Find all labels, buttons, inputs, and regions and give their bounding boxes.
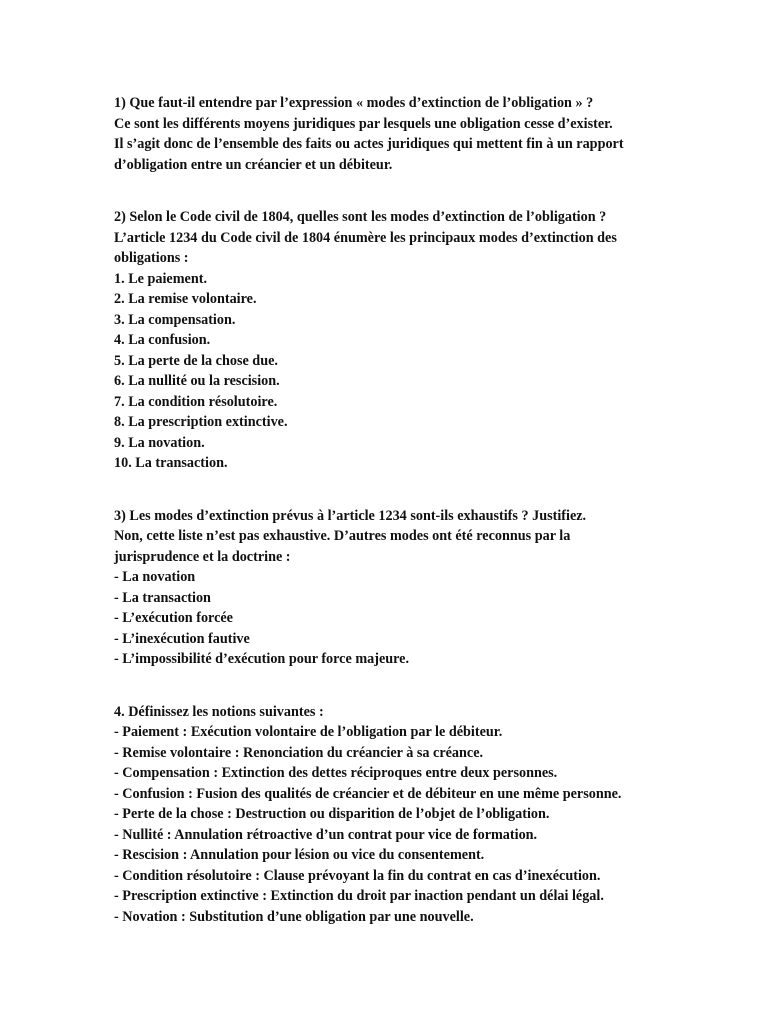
question-3-heading: 3) Les modes d’extinction prévus à l’article 1234 sont-ils exhaustifs ? Justifiez. [114, 507, 587, 524]
list-item: 7. La condition résolutoire. [114, 393, 278, 410]
question-1-answer-line: Il s’agit donc de l’ensemble des faits ou actes juridiques qui mettent fin à un rapport [114, 136, 624, 152]
list-item: - L’impossibilité d’exécution pour force majeure. [114, 651, 410, 667]
question-3-section [114, 506, 728, 670]
list-item: 4. La confusion. [114, 332, 211, 348]
definitions-list [114, 722, 728, 927]
definition-item: - Condition résolutoire : Clause prévoyant la fin du contrat en cas d’inexécution. [114, 867, 601, 884]
list-item: 3. La compensation. [114, 311, 236, 328]
question-4-section [114, 702, 728, 928]
definition-item: - Remise volontaire : Renonciation du créancier à sa créance. [114, 744, 484, 761]
list-item: 9. La novation. [114, 434, 205, 451]
definition-item: - Confusion : Fusion des qualités de créancier et de débiteur en une même personne. [114, 785, 622, 802]
question-2-heading: 2) Selon le Code civil de 1804, quelles sont les modes d’extinction de l’obligation ? [114, 209, 607, 225]
list-item: 6. La nullité ou la rescision. [114, 373, 280, 389]
other-modes-list [114, 567, 728, 670]
definition-item: - Compensation : Extinction des dettes réciproques entre deux personnes. [114, 765, 558, 781]
definition-item: - Prescription extinctive : Extinction du droit par inaction pendant un délai légal. [114, 888, 604, 904]
definition-item: - Novation : Substitution d’une obligation par une nouvelle. [114, 908, 474, 925]
list-item: - La novation [114, 569, 196, 585]
question-2-section [114, 207, 728, 474]
extinction-modes-list [114, 269, 728, 474]
list-item: - L’inexécution fautive [114, 630, 250, 647]
definition-item: - Perte de la chose : Destruction ou disparition de l’objet de l’obligation. [114, 806, 550, 822]
question-2-intro-line: obligations : [114, 250, 189, 266]
list-item: - La transaction [114, 589, 211, 606]
question-1-answer-line: d’obligation entre un créancier et un débiteur. [114, 156, 393, 173]
list-item: 5. La perte de la chose due. [114, 352, 278, 369]
question-1-answer-line: Ce sont les différents moyens juridiques par lesquels une obligation cesse d’exister. [114, 115, 613, 132]
list-item: 10. La transaction. [114, 455, 228, 471]
question-3-intro-line: jurisprudence et la doctrine : [114, 548, 291, 565]
definition-item: - Rescision : Annulation pour lésion ou vice du consentement. [114, 847, 485, 863]
question-4-heading: 4. Définissez les notions suivantes : [114, 703, 324, 720]
list-item: 1. Le paiement. [114, 270, 207, 287]
question-1-section [114, 93, 728, 175]
question-2-intro-line: L’article 1234 du Code civil de 1804 énumère les principaux modes d’extinction des [114, 229, 617, 246]
question-1-heading: 1) Que faut-il entendre par l’expression « modes d’extinction de l’obligation » ? [114, 95, 594, 111]
definition-item: - Paiement : Exécution volontaire de l’obligation par le débiteur. [114, 724, 503, 740]
question-3-intro-line: Non, cette liste n’est pas exhaustive. D’autres modes ont été reconnus par la [114, 528, 571, 544]
list-item: 8. La prescription extinctive. [114, 414, 288, 430]
definition-item: - Nullité : Annulation rétroactive d’un contrat pour vice de formation. [114, 826, 538, 843]
list-item: - L’exécution forcée [114, 610, 233, 626]
list-item: 2. La remise volontaire. [114, 291, 257, 307]
